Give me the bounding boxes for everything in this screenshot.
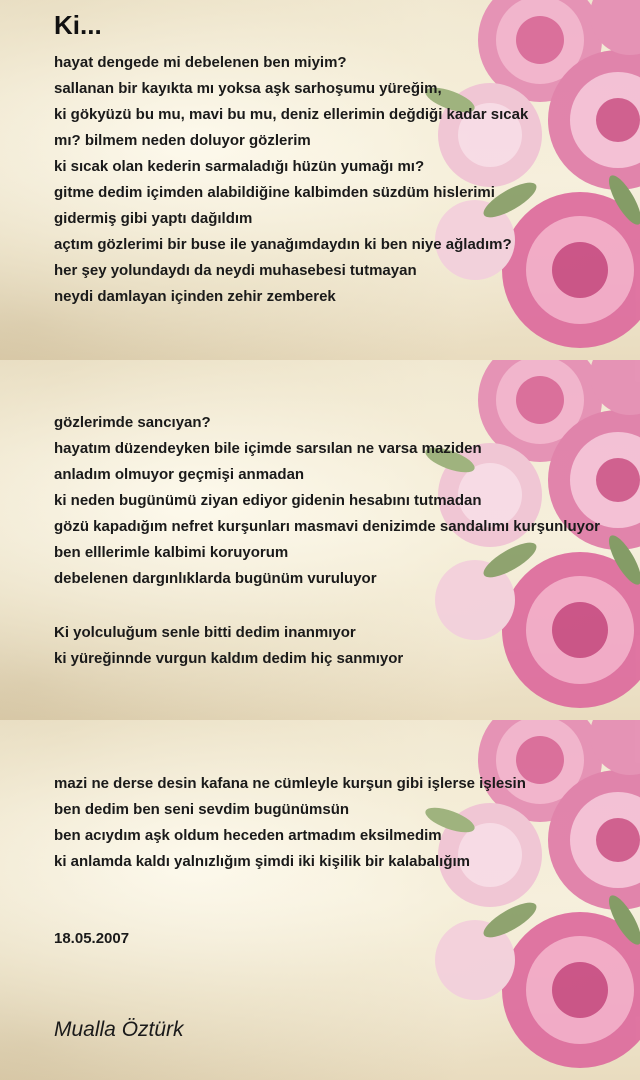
poem-line: ki yüreğinnde vurgun kaldım dedim hiç sanmıyor xyxy=(54,650,404,667)
poem-line: ki anlamda kaldı yalnızlığım şimdi iki kişilik bir kalabalığım xyxy=(54,853,470,870)
poem-line: açtım gözlerimi bir buse ile yanağımdaydın ki ben niye ağladım? xyxy=(54,236,512,253)
poem-line: ben elllerimle kalbimi koruyorum xyxy=(54,544,289,561)
poem-line: mı? bilmem neden doluyor gözlerim xyxy=(54,132,311,149)
poem-date: 18.05.2007 xyxy=(54,930,130,947)
poem-line: hayat dengede mi debelenen ben miyim? xyxy=(54,54,347,71)
poem-line: debelenen dargınlıklarda bugünüm vuruluyor xyxy=(54,570,377,587)
poem-line: ki sıcak olan kederin sarmaladığı hüzün yumağı mı? xyxy=(54,158,425,175)
poem-line: gitme dedim içimden alabildiğine kalbimden süzdüm hislerimi xyxy=(54,184,495,201)
stanza-3 xyxy=(54,620,640,672)
stanza-4 xyxy=(54,771,640,875)
poem-line: Ki yolculuğum senle bitti dedim inanmıyor xyxy=(54,624,356,641)
poem-line: ben acıydım aşk oldum heceden artmadım eksilmedim xyxy=(54,827,442,844)
poem-line: gözlerimde sancıyan? xyxy=(54,414,211,431)
poem-line: gidermiş gibi yaptı dağıldım xyxy=(54,210,253,227)
poem-line: her şey yolundaydı da neydi muhasebesi tutmayan xyxy=(54,262,417,279)
poem-line: ben dedim ben seni sevdim bugünümsün xyxy=(54,801,350,818)
stanza-2 xyxy=(54,410,640,592)
poem-panel-1 xyxy=(0,0,640,360)
poem-line: ki gökyüzü bu mu, mavi bu mu, deniz ellerimin değdiği kadar sıcak xyxy=(54,106,529,123)
poem-line: gözü kapadığım nefret kurşunları masmavi denizimde sandalımı kurşunluyor xyxy=(54,518,600,535)
poem-line: sallanan bir kayıkta mı yoksa aşk sarhoşumu yüreğim, xyxy=(54,80,442,97)
poem-line: ki neden bugünümü ziyan ediyor gidenin hesabını tutmadan xyxy=(54,492,482,509)
poem-line: mazi ne derse desin kafana ne cümleyle kurşun gibi işlerse işlesin xyxy=(54,775,526,792)
poem-line: hayatım düzendeyken bile içimde sarsılan ne varsa maziden xyxy=(54,440,482,457)
poem-title: Ki... xyxy=(54,10,102,40)
poem-panel-3 xyxy=(0,720,640,1080)
stanza-1 xyxy=(54,50,640,310)
poem-author: Mualla Öztürk xyxy=(54,1018,184,1041)
poem-line: anladım olmuyor geçmişi anmadan xyxy=(54,466,305,483)
poem-panel-2 xyxy=(0,360,640,720)
poem-line: neydi damlayan içinden zehir zemberek xyxy=(54,288,336,305)
